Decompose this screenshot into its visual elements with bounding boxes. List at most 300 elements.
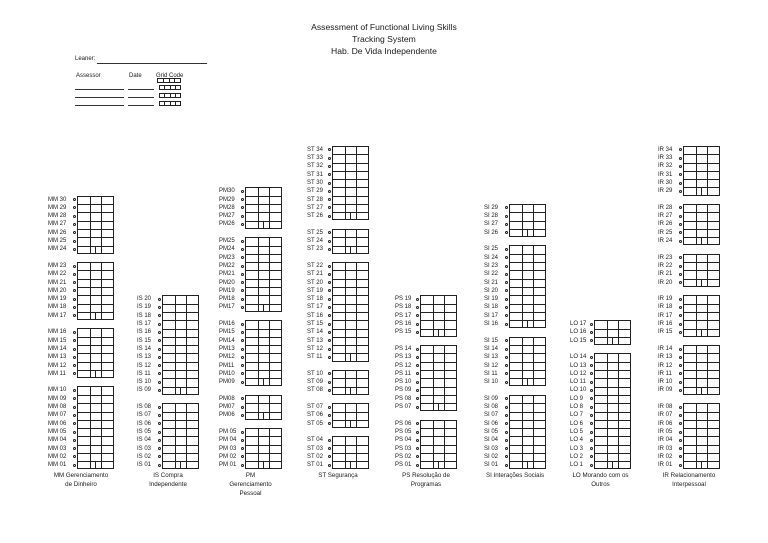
bullet-icon xyxy=(679,447,682,450)
tracking-grid[interactable] xyxy=(332,262,369,362)
grid-row-line xyxy=(246,453,281,454)
bullet-icon xyxy=(679,273,682,276)
grid-row-line xyxy=(510,453,545,454)
date-label: Date xyxy=(129,73,142,79)
grid-row-line xyxy=(510,254,545,255)
skill-code-label: LO 8 xyxy=(570,404,584,411)
skill-code-label: PM12 xyxy=(219,354,235,361)
skill-code-label: PM 01 xyxy=(219,462,237,469)
skill-code-label: IS 16 xyxy=(137,329,152,336)
skill-code-label: IR 16 xyxy=(658,321,673,328)
grid-col-line xyxy=(696,205,697,245)
grid-code-sample-2 xyxy=(159,85,181,90)
grid-col-line xyxy=(707,147,708,195)
grid-row-line xyxy=(333,279,368,280)
bullet-icon xyxy=(73,265,76,268)
grid-row-line xyxy=(510,345,545,346)
bullet-icon xyxy=(328,455,331,458)
bullet-icon xyxy=(679,372,682,375)
grid-row-line xyxy=(333,287,368,288)
grid-row-line xyxy=(246,279,281,280)
grid-col-line xyxy=(612,337,613,345)
grid-col-line xyxy=(345,371,346,394)
skill-column xyxy=(570,320,632,469)
skill-code-label: PS 05 xyxy=(395,428,412,435)
grid-col-line xyxy=(101,387,102,468)
grid-row-line xyxy=(78,362,113,363)
grid-row-line xyxy=(684,453,719,454)
bullet-icon xyxy=(328,215,331,218)
bullet-icon xyxy=(328,248,331,251)
skill-code-label: IR 26 xyxy=(658,221,673,228)
bullet-icon xyxy=(505,464,508,467)
bullet-icon xyxy=(416,464,419,467)
skill-code-label: IR 12 xyxy=(658,362,673,369)
tracking-grid[interactable] xyxy=(420,420,457,470)
tracking-grid[interactable] xyxy=(509,204,546,237)
grid-col-line xyxy=(433,346,434,411)
skill-code-label: PM21 xyxy=(219,271,235,278)
grid-col-line xyxy=(263,378,264,386)
bullet-icon xyxy=(73,306,76,309)
grid-col-line xyxy=(522,338,523,386)
bullet-icon xyxy=(158,356,161,359)
skill-code-label: IR 09 xyxy=(658,387,673,394)
skill-code-label: PM08 xyxy=(219,395,235,402)
grid-col-line xyxy=(269,321,270,386)
grid-row-line xyxy=(333,154,368,155)
grid-row-line xyxy=(684,436,719,437)
skill-code-label: IR 19 xyxy=(658,296,673,303)
grid-row-line xyxy=(246,287,281,288)
learner-line[interactable] xyxy=(97,63,207,64)
grid-row-line xyxy=(510,304,545,305)
skill-code-label: IR 10 xyxy=(658,379,673,386)
tracking-grid[interactable] xyxy=(683,254,720,287)
skill-code-label: SI 11 xyxy=(484,370,498,377)
skill-code-label: LO 10 xyxy=(570,387,587,394)
tracking-grid[interactable] xyxy=(332,146,369,221)
bullet-icon xyxy=(73,215,76,218)
skill-code-label: PM19 xyxy=(219,287,235,294)
skill-code-label: SI 04 xyxy=(484,437,499,444)
tracking-grid[interactable] xyxy=(162,403,199,469)
skill-code-label: IS 07 xyxy=(137,412,152,419)
skill-code-label: ST 34 xyxy=(307,146,323,153)
grid-col-line xyxy=(527,461,528,469)
grid-col-line xyxy=(269,188,270,228)
grid-row-line xyxy=(78,204,113,205)
bullet-icon xyxy=(241,206,244,209)
skill-code-label: IR 32 xyxy=(658,163,673,170)
skill-code-label: LO 12 xyxy=(570,370,587,377)
grid-row-line xyxy=(246,362,281,363)
bullet-icon xyxy=(679,389,682,392)
tracking-grid[interactable] xyxy=(683,146,720,196)
bullet-icon xyxy=(158,372,161,375)
grid-row-line xyxy=(684,270,719,271)
bullet-icon xyxy=(241,397,244,400)
column-caption xyxy=(129,471,207,489)
bullet-icon xyxy=(73,198,76,201)
skill-code-label: MM 21 xyxy=(48,279,67,286)
bullet-icon xyxy=(241,265,244,268)
bullet-icon xyxy=(679,148,682,151)
skill-code-label: PS 07 xyxy=(395,404,412,411)
grid-row-line xyxy=(246,295,281,296)
grid-row-line xyxy=(595,436,630,437)
column-caption-line: IR Relacionamento xyxy=(662,471,716,479)
bullet-icon xyxy=(590,397,593,400)
grid-row-line xyxy=(510,412,545,413)
bullet-icon xyxy=(73,206,76,209)
skill-code-label: PM28 xyxy=(219,204,235,211)
skill-code-label: MM 18 xyxy=(48,304,67,311)
tracking-grid[interactable] xyxy=(245,395,282,420)
grid-row-line xyxy=(78,229,113,230)
skill-code-label: IS 02 xyxy=(137,453,152,460)
grid-row-line xyxy=(595,370,630,371)
skill-code-label: SI 26 xyxy=(484,229,499,236)
tracking-grid[interactable] xyxy=(162,295,199,395)
learner-label: Leaner: xyxy=(75,56,96,62)
bullet-icon xyxy=(505,231,508,234)
skill-code-label: MM 17 xyxy=(48,312,67,319)
skill-code-label: PM24 xyxy=(219,246,235,253)
grid-row-line xyxy=(333,295,368,296)
grid-col-line xyxy=(607,321,608,344)
skill-code-label: SI 15 xyxy=(484,337,499,344)
bullet-icon xyxy=(73,431,76,434)
bullet-icon xyxy=(328,381,331,384)
skill-code-label: IR 03 xyxy=(658,445,673,452)
bullet-icon xyxy=(590,364,593,367)
tracking-grid[interactable] xyxy=(77,328,114,378)
tracking-grid[interactable] xyxy=(594,320,631,345)
grid-col-line xyxy=(90,263,91,320)
grid-row-line xyxy=(595,403,630,404)
skill-code-label: PM30 xyxy=(219,188,235,195)
grid-code-sample-3 xyxy=(159,93,181,98)
bullet-icon xyxy=(241,289,244,292)
skill-code-label: SI 21 xyxy=(484,279,499,286)
bullet-icon xyxy=(73,273,76,276)
skill-code-label: SI 27 xyxy=(484,221,499,228)
grid-row-line xyxy=(421,320,456,321)
skill-code-label: PM13 xyxy=(219,345,235,352)
grid-col-line xyxy=(101,197,102,254)
skill-code-label: IS 03 xyxy=(137,445,152,452)
skill-code-label: MM 27 xyxy=(48,221,67,228)
skill-code-label: PS 10 xyxy=(395,379,412,386)
grid-row-line xyxy=(684,171,719,172)
grid-row-line xyxy=(684,262,719,263)
grid-row-line xyxy=(421,453,456,454)
grid-row-line xyxy=(421,428,456,429)
date-line-1[interactable] xyxy=(128,89,154,90)
skill-code-label: IR 30 xyxy=(658,179,673,186)
bullet-icon xyxy=(590,389,593,392)
skill-code-label: PS 08 xyxy=(395,395,412,402)
bullet-icon xyxy=(679,215,682,218)
tracking-grid[interactable] xyxy=(509,337,546,387)
tracking-grid[interactable] xyxy=(245,320,282,386)
tracking-grid[interactable] xyxy=(332,229,369,254)
bullet-icon xyxy=(679,422,682,425)
bullet-icon xyxy=(328,281,331,284)
skill-code-label: ST 23 xyxy=(307,246,323,253)
skill-code-label: PS 16 xyxy=(395,321,412,328)
grid-col-line xyxy=(101,329,102,377)
bullet-icon xyxy=(679,165,682,168)
grid-col-line xyxy=(345,263,346,361)
grid-row-line xyxy=(510,353,545,354)
grid-row-line xyxy=(333,453,368,454)
assessor-line-2[interactable] xyxy=(75,97,124,98)
skill-code-label: LO 9 xyxy=(570,395,584,402)
grid-col-line xyxy=(263,461,264,469)
column-caption-line: Outros xyxy=(591,480,610,488)
grid-row-line xyxy=(333,445,368,446)
bullet-icon xyxy=(416,431,419,434)
bullet-icon xyxy=(73,464,76,467)
tracking-grid[interactable] xyxy=(332,436,369,469)
skill-code-label: ST 03 xyxy=(307,445,323,452)
column-caption-line: PM xyxy=(245,471,256,479)
tracking-grid[interactable] xyxy=(245,428,282,470)
grid-row-line xyxy=(333,171,368,172)
skill-code-label: PM11 xyxy=(219,362,235,369)
document-title: Assessment of Functional Living Skills xyxy=(311,22,457,32)
grid-col-line xyxy=(345,404,346,427)
skill-code-label: ST 29 xyxy=(307,188,323,195)
bullet-icon xyxy=(328,348,331,351)
grid-row-line xyxy=(595,395,630,396)
skill-code-label: ST 11 xyxy=(307,354,323,361)
assessor-line-1[interactable] xyxy=(75,89,124,90)
skill-code-label: MM 29 xyxy=(48,204,67,211)
grid-row-line xyxy=(78,395,113,396)
column-caption xyxy=(562,471,640,489)
skill-code-label: IR 14 xyxy=(658,345,673,352)
bullet-icon xyxy=(505,256,508,259)
tracking-grid[interactable] xyxy=(332,370,369,395)
skill-code-label: LO 15 xyxy=(570,337,587,344)
bullet-icon xyxy=(158,381,161,384)
grid-row-line xyxy=(595,378,630,379)
grid-col-line xyxy=(350,461,351,469)
grid-col-line xyxy=(701,187,702,195)
grid-row-line xyxy=(684,445,719,446)
grid-col-line xyxy=(707,404,708,469)
skill-code-label: ST 28 xyxy=(307,196,323,203)
bullet-icon xyxy=(416,455,419,458)
bullet-icon xyxy=(328,157,331,160)
grid-row-line xyxy=(163,345,198,346)
bullet-icon xyxy=(73,281,76,284)
bullet-icon xyxy=(241,414,244,417)
skill-code-label: ST 18 xyxy=(307,296,323,303)
grid-col-line xyxy=(438,329,439,337)
skill-code-label: IR 11 xyxy=(658,370,672,377)
bullet-icon xyxy=(679,223,682,226)
bullet-icon xyxy=(679,157,682,160)
bullet-icon xyxy=(158,406,161,409)
skill-code-label: IR 05 xyxy=(658,428,673,435)
skill-code-label: SI 05 xyxy=(484,428,499,435)
tracking-grid[interactable] xyxy=(594,353,631,469)
tracking-grid[interactable] xyxy=(245,187,282,229)
bullet-icon xyxy=(328,339,331,342)
bullet-icon xyxy=(679,348,682,351)
bullet-icon xyxy=(590,464,593,467)
bullet-icon xyxy=(505,248,508,251)
column-caption-line: Interpessoal xyxy=(672,480,706,488)
grid-col-line xyxy=(533,338,534,386)
bullet-icon xyxy=(590,431,593,434)
grid-row-line xyxy=(333,196,368,197)
grid-row-line xyxy=(78,237,113,238)
grid-col-line xyxy=(350,246,351,254)
grid-row-line xyxy=(595,362,630,363)
tracking-grid[interactable] xyxy=(332,403,369,428)
tracking-grid[interactable] xyxy=(683,204,720,246)
bullet-icon xyxy=(73,372,76,375)
column-caption xyxy=(42,471,120,489)
skill-code-label: IS 14 xyxy=(137,345,152,352)
grid-row-line xyxy=(421,304,456,305)
grid-row-line xyxy=(163,378,198,379)
grid-row-line xyxy=(246,329,281,330)
bullet-icon xyxy=(241,348,244,351)
bullet-icon xyxy=(241,273,244,276)
bullet-icon xyxy=(158,298,161,301)
date-line-2[interactable] xyxy=(128,97,154,98)
skill-code-label: ST 07 xyxy=(307,404,323,411)
grid-row-line xyxy=(246,353,281,354)
grid-col-line xyxy=(533,396,534,469)
grid-row-line xyxy=(684,420,719,421)
bullet-icon xyxy=(241,364,244,367)
grid-row-line xyxy=(78,353,113,354)
bullet-icon xyxy=(505,339,508,342)
bullet-icon xyxy=(416,348,419,351)
skill-code-label: LO 1 xyxy=(570,462,584,469)
bullet-icon xyxy=(158,422,161,425)
skill-column xyxy=(48,196,115,470)
grid-row-line xyxy=(78,428,113,429)
skill-code-label: SI 25 xyxy=(484,246,499,253)
skill-code-label: ST 17 xyxy=(307,304,323,311)
skill-code-label: IR 15 xyxy=(658,329,673,336)
bullet-icon xyxy=(679,406,682,409)
bullet-icon xyxy=(505,372,508,375)
bullet-icon xyxy=(241,298,244,301)
grid-row-line xyxy=(333,179,368,180)
skill-code-label: ST 06 xyxy=(307,412,323,419)
grid-row-line xyxy=(163,420,198,421)
skill-code-label: IR 08 xyxy=(658,404,673,411)
grid-col-line xyxy=(356,437,357,469)
bullet-icon xyxy=(241,198,244,201)
grid-row-line xyxy=(78,420,113,421)
tracking-grid[interactable] xyxy=(683,403,720,469)
tracking-grid[interactable] xyxy=(77,196,114,254)
skill-code-label: IR 04 xyxy=(658,437,673,444)
skill-code-label: SI 19 xyxy=(484,296,499,303)
bullet-icon xyxy=(679,314,682,317)
grid-col-line xyxy=(696,147,697,195)
skill-code-label: ST 32 xyxy=(307,163,323,170)
bullet-icon xyxy=(679,256,682,259)
skill-code-label: LO 5 xyxy=(570,428,584,435)
tracking-grid[interactable] xyxy=(683,345,720,395)
grid-col-line xyxy=(356,404,357,427)
grid-row-line xyxy=(246,262,281,263)
bullet-icon xyxy=(241,439,244,442)
skill-code-label: IR 17 xyxy=(658,312,673,319)
grid-row-line xyxy=(510,287,545,288)
tracking-grid[interactable] xyxy=(420,295,457,337)
skill-code-label: MM 02 xyxy=(48,453,67,460)
tracking-grid[interactable] xyxy=(683,295,720,337)
bullet-icon xyxy=(241,406,244,409)
grid-col-line xyxy=(444,346,445,411)
bullet-icon xyxy=(505,364,508,367)
skill-code-label: ST 16 xyxy=(307,312,323,319)
skill-code-label: PM16 xyxy=(219,321,235,328)
tracking-grid[interactable] xyxy=(509,395,546,470)
grid-code-sample-4 xyxy=(159,101,181,106)
bullet-icon xyxy=(505,397,508,400)
skill-code-label: LO 4 xyxy=(570,437,584,444)
skill-code-label: MM 04 xyxy=(48,437,67,444)
grid-col-line xyxy=(90,387,91,468)
bullet-icon xyxy=(505,381,508,384)
grid-row-line xyxy=(163,337,198,338)
tracking-grid[interactable] xyxy=(245,237,282,312)
grid-row-line xyxy=(595,428,630,429)
column-caption xyxy=(476,471,554,480)
assessor-line-3[interactable] xyxy=(75,105,124,106)
bullet-icon xyxy=(416,381,419,384)
bullet-icon xyxy=(416,306,419,309)
bullet-icon xyxy=(328,323,331,326)
tracking-grid[interactable] xyxy=(77,386,114,469)
tracking-grid[interactable] xyxy=(420,345,457,411)
grid-row-line xyxy=(595,329,630,330)
grid-row-line xyxy=(163,329,198,330)
skill-code-label: SI 22 xyxy=(484,271,499,278)
tracking-grid[interactable] xyxy=(77,262,114,320)
bullet-icon xyxy=(416,331,419,334)
grid-row-line xyxy=(595,412,630,413)
skill-code-label: SI 29 xyxy=(484,204,499,211)
grid-col-line xyxy=(696,404,697,469)
grid-row-line xyxy=(684,221,719,222)
grid-col-line xyxy=(180,387,181,395)
bullet-icon xyxy=(328,406,331,409)
grid-row-line xyxy=(684,229,719,230)
grid-col-line xyxy=(701,387,702,395)
bullet-icon xyxy=(328,190,331,193)
grid-row-line xyxy=(78,453,113,454)
skill-code-label: MM 07 xyxy=(48,412,67,419)
bullet-icon xyxy=(158,455,161,458)
date-line-3[interactable] xyxy=(128,105,154,106)
tracking-grid[interactable] xyxy=(509,245,546,328)
bullet-icon xyxy=(241,240,244,243)
